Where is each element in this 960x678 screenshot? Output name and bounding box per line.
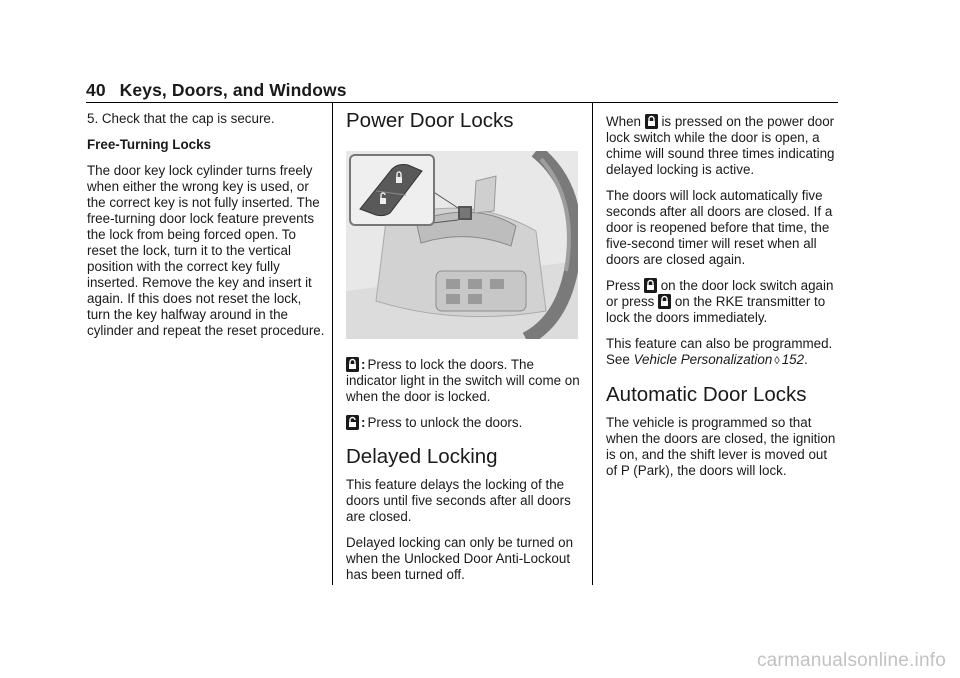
unlock-icon <box>346 415 359 430</box>
door-lock-switch-figure <box>346 151 578 339</box>
page-ref-number[interactable]: 152 <box>781 352 805 367</box>
column-right <box>606 114 840 489</box>
automatic-door-locks-heading: Automatic Door Locks <box>606 383 807 406</box>
header-rule <box>86 102 838 103</box>
free-turning-locks-heading: Free-Turning Locks <box>87 137 212 152</box>
lock-icon <box>658 294 671 309</box>
unlock-description: : Press to unlock the doors. <box>346 415 582 431</box>
delayed-locking-text-1: This feature delays the locking of the doors until five seconds after all doors are closed. <box>346 477 571 524</box>
column-left <box>87 111 327 349</box>
lock-icon <box>346 357 359 372</box>
door-panel-illustration <box>346 151 578 339</box>
page-number: 40 <box>86 80 106 100</box>
column-middle <box>346 109 582 593</box>
column-divider <box>592 103 593 585</box>
press-to-lock-text <box>606 278 840 326</box>
prog-pre: This feature can also be programmed. See <box>606 336 833 367</box>
press-mid: on the door lock switch again or press <box>606 278 834 309</box>
delayed-lock-activation-text <box>606 114 840 178</box>
lock-icon <box>644 278 657 293</box>
section-title: Keys, Doors, and Windows <box>119 80 347 100</box>
free-turning-locks-text: The door key lock cylinder turns freely when either the wrong key is used, or the correct key is not fully inserted. The free-turning door lock feature prevents the lock from being forced open. To reset the lock, turn it to the vertical position with the correct key fully inserted. Remove the key and insert it again. If this does not reset the lock, turn the key halfway around in the cylinder and repeat the reset procedure. <box>87 163 325 338</box>
lock-description: : Press to lock the doors. The indicator light in the switch will come on when the door is locked. <box>346 357 580 404</box>
automatic-door-locks-text: The vehicle is programmed so that when the doors are closed, the ignition is on, and the shift lever is moved out of P (Park), the doors will lock. <box>606 415 836 478</box>
auto-timer-text: The doors will lock automatically five seconds after all doors are closed. If a door is reopened before that time, the five-second timer will reset when all doors are closed again. <box>606 188 833 267</box>
page-header <box>86 80 347 101</box>
column-divider <box>332 103 333 585</box>
programming-text <box>606 336 840 369</box>
watermark: carmanualsonline.info <box>756 650 946 671</box>
delayed-locking-heading: Delayed Locking <box>346 445 498 468</box>
press-post: on the RKE transmitter to lock the doors immediately. <box>606 294 826 325</box>
vehicle-personalization-link[interactable]: Vehicle Personalization <box>633 352 773 367</box>
lock-icon <box>645 114 658 129</box>
delayed-locking-text-2: Delayed locking can only be turned on when the Unlocked Door Anti-Lockout has been turned off. <box>346 535 574 582</box>
step-5: 5. Check that the cap is secure. <box>87 111 275 126</box>
page-ref-arrow: ◊ <box>774 355 780 367</box>
when-post: is pressed on the power door lock switch while the door is open, a chime will sound three times indicating delayed locking is active. <box>606 114 835 177</box>
prog-end: . <box>804 352 808 367</box>
unlock-description-text: Press to unlock the doors. <box>367 415 523 430</box>
press-pre: Press <box>606 278 641 293</box>
power-door-locks-heading: Power Door Locks <box>346 109 514 132</box>
when-pre: When <box>606 114 641 129</box>
lock-description-text: Press to lock the doors. The indicator light in the switch will come on when the door is locked. <box>346 357 580 404</box>
